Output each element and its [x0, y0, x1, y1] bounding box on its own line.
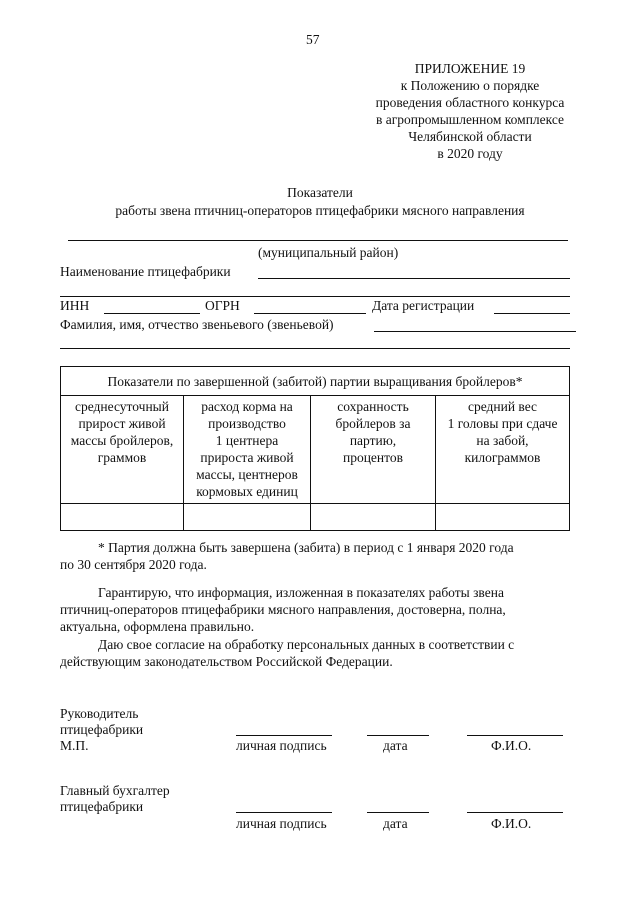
accountant-signature-field[interactable] [236, 812, 332, 813]
poultry-farm-name-field[interactable] [258, 278, 570, 279]
leader-name-label: Фамилия, имя, отчество звеньевого (звеньевой) [60, 317, 334, 332]
cell-line: средний вес [467, 399, 538, 414]
inn-label: ИНН [60, 298, 90, 313]
cell-line: 1 центнера [215, 433, 279, 448]
head-title-line2: птицефабрики [60, 722, 144, 737]
cell-line: бройлеров за [335, 416, 411, 431]
table-column-daily-gain [61, 396, 184, 504]
cell-line: прироста живой [200, 450, 294, 465]
appendix-line: Челябинской области [408, 129, 532, 144]
cell-line: прирост живой [78, 416, 166, 431]
accountant-signature-caption: личная подпись [236, 816, 327, 831]
head-title-line1: Руководитель [60, 706, 139, 721]
accountant-date-field[interactable] [367, 812, 429, 813]
cell-line: производство [208, 416, 286, 431]
footnote-line: * Партия должна быть завершена (забита) в период с 1 января 2020 года [98, 540, 514, 555]
head-signature-caption: личная подпись [236, 738, 327, 753]
leader-name-field[interactable] [374, 331, 576, 332]
guarantee-line: Гарантирую, что информация, изложенная в показателях работы звена [98, 585, 504, 600]
cell-line: граммов [97, 450, 147, 465]
guarantee-line: птичниц-операторов птицефабрики мясного направления, достоверна, полна, [60, 602, 506, 617]
table-input-average-weight[interactable] [436, 504, 570, 531]
indicators-table [60, 366, 570, 531]
seal-label: М.П. [60, 738, 89, 753]
table-input-feed-consumption[interactable] [184, 504, 311, 531]
accountant-title-line2: птицефабрики [60, 799, 144, 814]
table-column-survival [311, 396, 436, 504]
cell-line: массы, центнеров [196, 467, 298, 482]
indicators-heading [0, 184, 640, 220]
head-date-caption: дата [383, 738, 408, 753]
accountant-date-caption: дата [383, 816, 408, 831]
accountant-title-line1: Главный бухгалтер [60, 783, 170, 798]
cell-line: 1 головы при сдаче [447, 416, 558, 431]
poultry-farm-name-label: Наименование птицефабрики [60, 264, 231, 279]
municipal-district-caption: (муниципальный район) [258, 245, 399, 260]
consent-line: действующим законодательством Российской Федерации. [60, 654, 393, 669]
table-input-daily-gain[interactable] [61, 504, 184, 531]
head-full-name-caption: Ф.И.О. [491, 738, 532, 753]
appendix-line: в 2020 году [437, 146, 503, 161]
appendix-block [355, 60, 585, 162]
table-input-survival[interactable] [311, 504, 436, 531]
table-column-average-weight [436, 396, 570, 504]
cell-line: кормовых единиц [196, 484, 298, 499]
head-date-field[interactable] [367, 735, 429, 736]
accountant-full-name-caption: Ф.И.О. [491, 816, 532, 831]
municipal-district-field[interactable] [68, 240, 568, 241]
indicators-subtitle: работы звена птичниц-операторов птицефабрики мясного направления [115, 203, 525, 218]
guarantee-line: актуальна, оформлена правильно. [60, 619, 255, 634]
accountant-full-name-field[interactable] [467, 812, 563, 813]
appendix-line: к Положению о порядке [400, 78, 540, 93]
indicators-title: Показатели [287, 185, 353, 200]
cell-line: среднесуточный [75, 399, 169, 414]
table-header: Показатели по завершенной (забитой) партии выращивания бройлеров* [61, 367, 570, 396]
cell-line: сохранность [337, 399, 409, 414]
cell-line: расход корма на [201, 399, 293, 414]
appendix-line: проведения областного конкурса [375, 95, 565, 110]
footnote-line: по 30 сентября 2020 года. [60, 557, 207, 572]
cell-line: килограммов [464, 450, 541, 465]
head-signature-field[interactable] [236, 735, 332, 736]
table-column-feed-consumption [184, 396, 311, 504]
appendix-title: ПРИЛОЖЕНИЕ 19 [414, 61, 526, 76]
cell-line: партию, [349, 433, 397, 448]
registration-date-label: Дата регистрации [372, 298, 475, 313]
inn-field[interactable] [104, 313, 200, 314]
page-number: 57 [306, 32, 320, 47]
ogrn-label: ОГРН [205, 298, 240, 313]
blank-line-field[interactable] [60, 296, 570, 297]
registration-date-field[interactable] [494, 313, 570, 314]
appendix-line: в агропромышленном комплексе [375, 112, 565, 127]
ogrn-field[interactable] [254, 313, 366, 314]
cell-line: массы бройлеров, [70, 433, 174, 448]
leader-name-field-continuation[interactable] [60, 348, 570, 349]
head-full-name-field[interactable] [467, 735, 563, 736]
cell-line: на забой, [476, 433, 529, 448]
cell-line: процентов [342, 450, 403, 465]
consent-line: Даю свое согласие на обработку персональных данных в соответствии с [98, 637, 515, 652]
